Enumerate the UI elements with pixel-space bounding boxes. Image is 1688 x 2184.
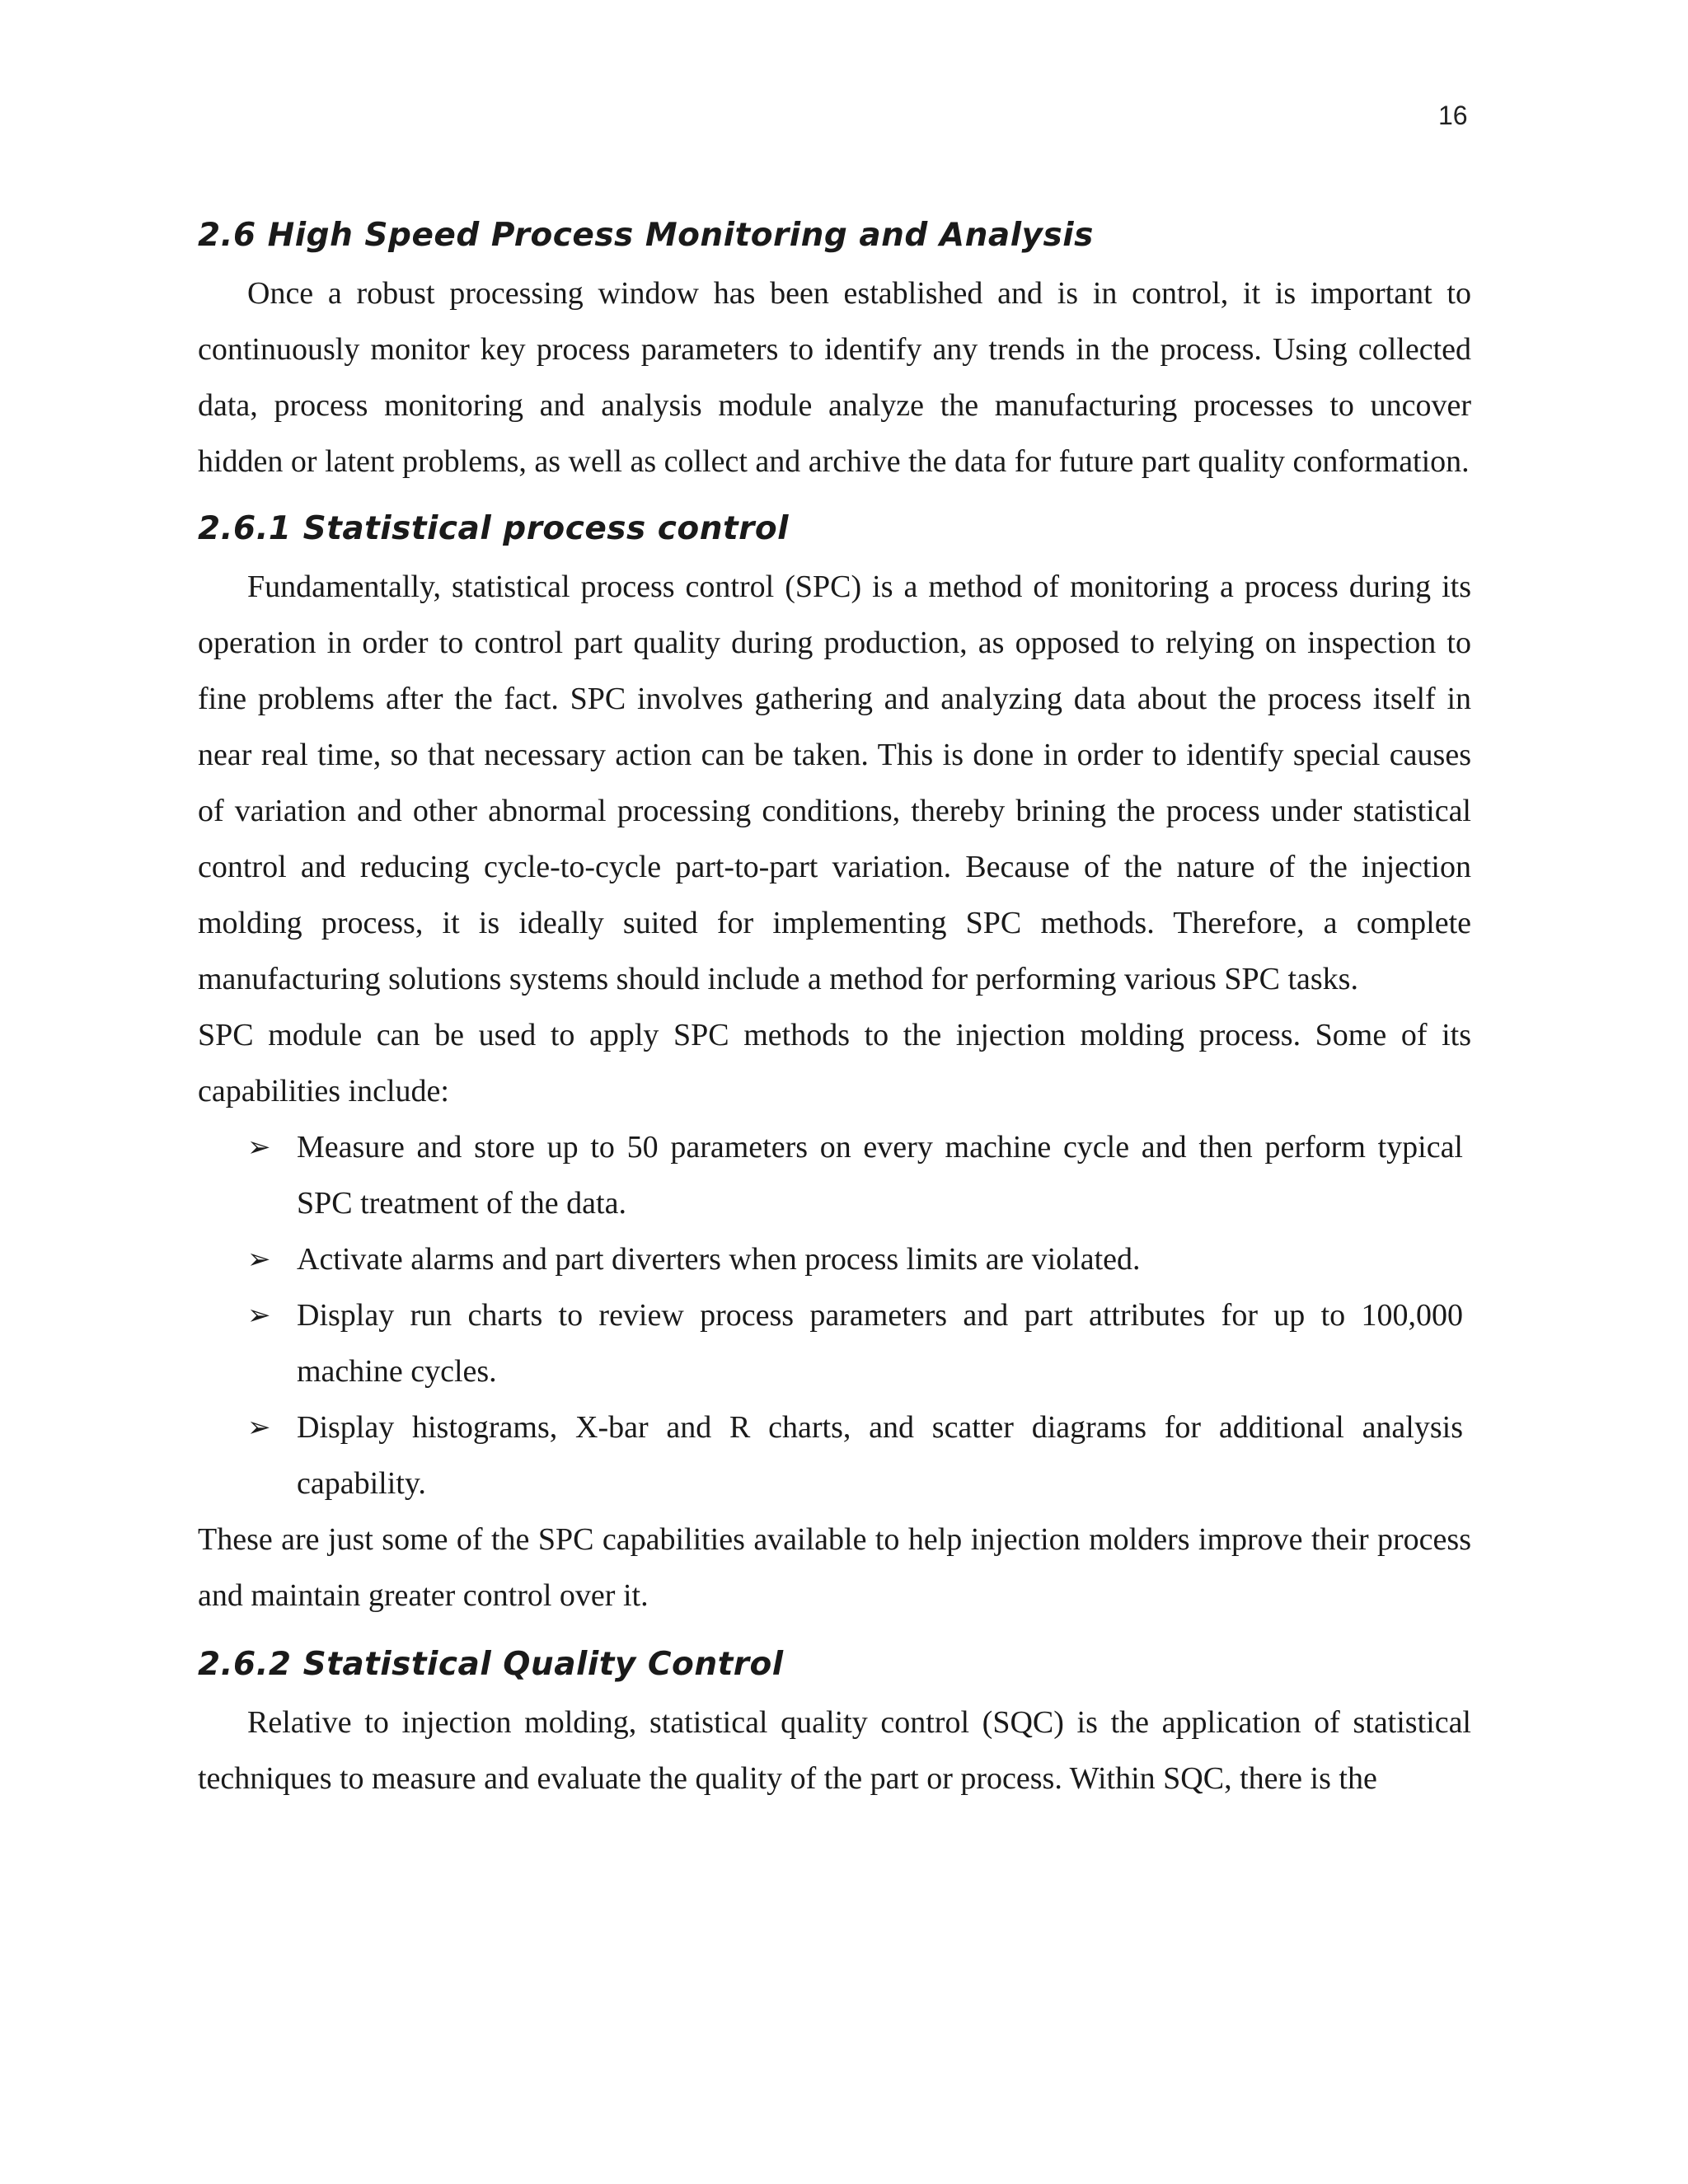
list-item [198, 1287, 1471, 1399]
list-item [198, 1119, 1471, 1231]
paragraph-process-monitoring: Once a robust processing window has been established and is in control, it is important to continuously monitor key process parameters to identify any trends in the process. Using collected data, process monitoring and analysis module analyze the manufacturing processes to uncover hidden or latent problems, as well as collect and archive the data for future part quality conformation. [198, 276, 1471, 479]
list-item [198, 1399, 1471, 1511]
arrowhead-bullet-icon: ➢ [247, 1299, 271, 1332]
spc-capabilities-list [198, 1119, 1471, 1511]
paragraph-spc-module: SPC module can be used to apply SPC methods to the injection molding process. Some of its capabilities include: [198, 1018, 1471, 1108]
list-item-text: Activate alarms and part diverters when process limits are violated. [297, 1242, 1141, 1277]
list-item-text: Display run charts to review process parameters and part attributes for up to 100,000 machine cycles. [297, 1298, 1463, 1389]
section-heading-2-6-1: 2.6.1 Statistical process control [198, 510, 790, 547]
paragraph-spc-definition: Fundamentally, statistical process control (SPC) is a method of monitoring a process during its operation in order to control part quality during production, as opposed to relying on inspection to fine problems after the fact. SPC involves gathering and analyzing data about the process itself in near real time, so that necessary action can be taken. This is done in order to identify special causes of variation and other abnormal processing conditions, thereby brining the process under statistical control and reducing cycle-to-cycle part-to-part variation. Because of the nature of the injection molding process, it is ideally suited for implementing SPC methods. Therefore, a complete manufacturing solutions systems should include a method for performing various SPC tasks. [198, 569, 1471, 996]
arrowhead-bullet-icon: ➢ [247, 1131, 271, 1164]
page-number: 16 [1438, 101, 1468, 130]
paragraph-spc-summary: These are just some of the SPC capabilities available to help injection molders improve their process and maintain greater control over it. [198, 1522, 1471, 1613]
list-item-text: Display histograms, X-bar and R charts, and scatter diagrams for additional analysis capability. [297, 1410, 1463, 1501]
list-item [198, 1231, 1471, 1287]
paragraph-sqc-definition: Relative to injection molding, statistical quality control (SQC) is the application of statistical techniques to measure and evaluate the quality of the part or process. Within SQC, there is the [198, 1705, 1471, 1796]
section-heading-2-6: 2.6 High Speed Process Monitoring and Analysis [198, 217, 1094, 254]
document-body [198, 198, 1471, 1807]
section-heading-2-6-2: 2.6.2 Statistical Quality Control [198, 1646, 784, 1683]
arrowhead-bullet-icon: ➢ [247, 1243, 271, 1276]
list-item-text: Measure and store up to 50 parameters on every machine cycle and then perform typical SPC treatment of the data. [297, 1130, 1463, 1221]
arrowhead-bullet-icon: ➢ [247, 1411, 271, 1444]
